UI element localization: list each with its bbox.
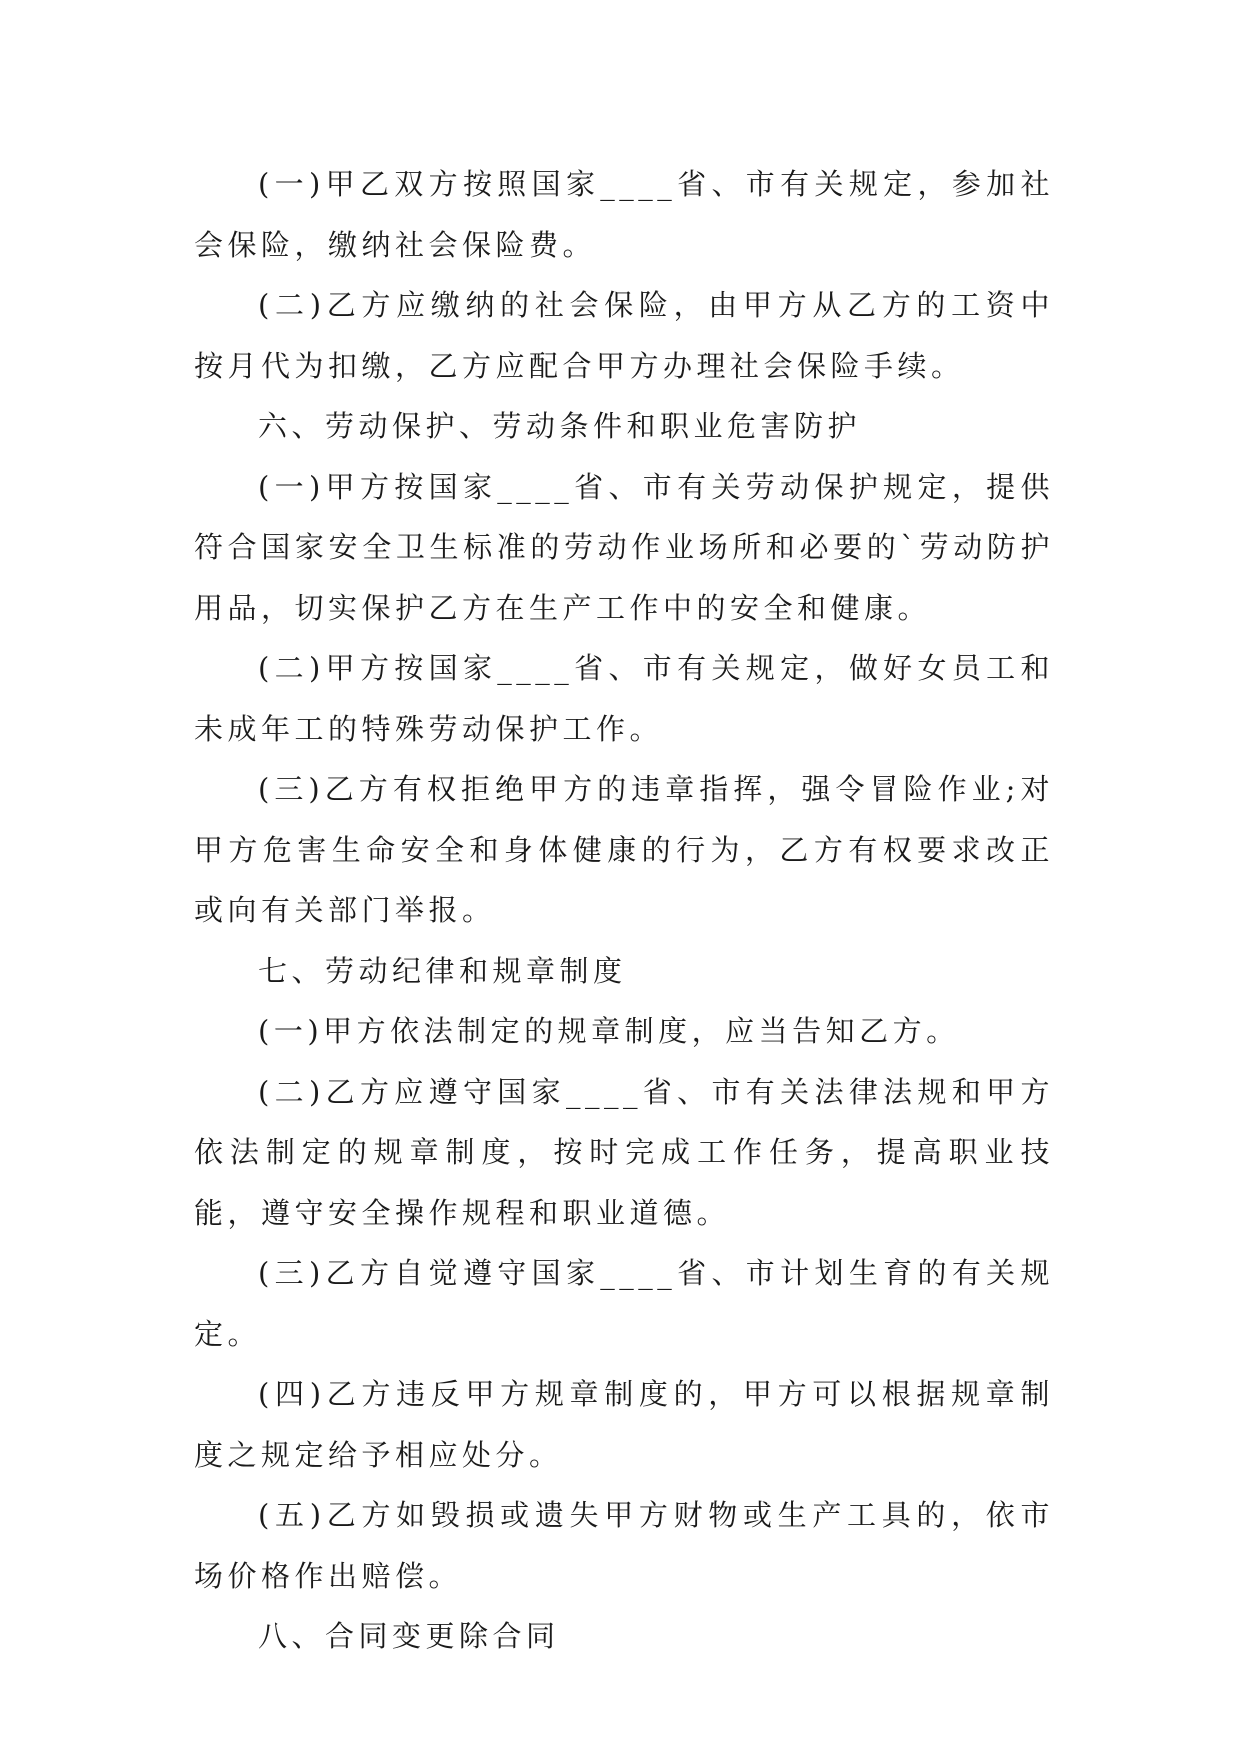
- document-page: [194, 154, 1054, 1667]
- paragraph-protection-1: (一)甲方按国家____省、市有关劳动保护规定，提供符合国家安全卫生标准的劳动作业场所和必要的`劳动防护用品，切实保护乙方在生产工作中的安全和健康。: [194, 469, 1054, 625]
- paragraph-social-insurance-2: (二)乙方应缴纳的社会保险，由甲方从乙方的工资中按月代为扣缴，乙方应配合甲方办理社会保险手续。: [194, 288, 1054, 383]
- section-heading-7: 七、劳动纪律和规章制度: [258, 953, 627, 988]
- paragraph-discipline-3: (三)乙方自觉遵守国家____省、市计划生育的有关规定。: [194, 1256, 1054, 1351]
- paragraph-protection-3: (三)乙方有权拒绝甲方的违章指挥，强令冒险作业;对甲方危害生命安全和身体健康的行为，乙方有权要求改正或向有关部门举报。: [194, 772, 1054, 927]
- paragraph-discipline-5: (五)乙方如毁损或遗失甲方财物或生产工具的，依市场价格作出赔偿。: [194, 1498, 1054, 1593]
- paragraph-social-insurance-1: (一)甲乙双方按照国家____省、市有关规定，参加社会保险，缴纳社会保险费。: [194, 167, 1054, 262]
- paragraph-discipline-2: (二)乙方应遵守国家____省、市有关法律法规和甲方依法制定的规章制度，按时完成工作任务，提高职业技能，遵守安全操作规程和职业道德。: [194, 1074, 1054, 1230]
- paragraph-protection-2: (二)甲方按国家____省、市有关规定，做好女员工和未成年工的特殊劳动保护工作。: [194, 651, 1054, 746]
- paragraph-discipline-1: (一)甲方依法制定的规章制度，应当告知乙方。: [258, 1014, 960, 1048]
- paragraph-discipline-4: (四)乙方违反甲方规章制度的，甲方可以根据规章制度之规定给予相应处分。: [194, 1377, 1054, 1472]
- section-heading-8: 八、合同变更除合同: [258, 1619, 560, 1653]
- section-heading-6: 六、劳动保护、劳动条件和职业危害防护: [258, 409, 862, 443]
